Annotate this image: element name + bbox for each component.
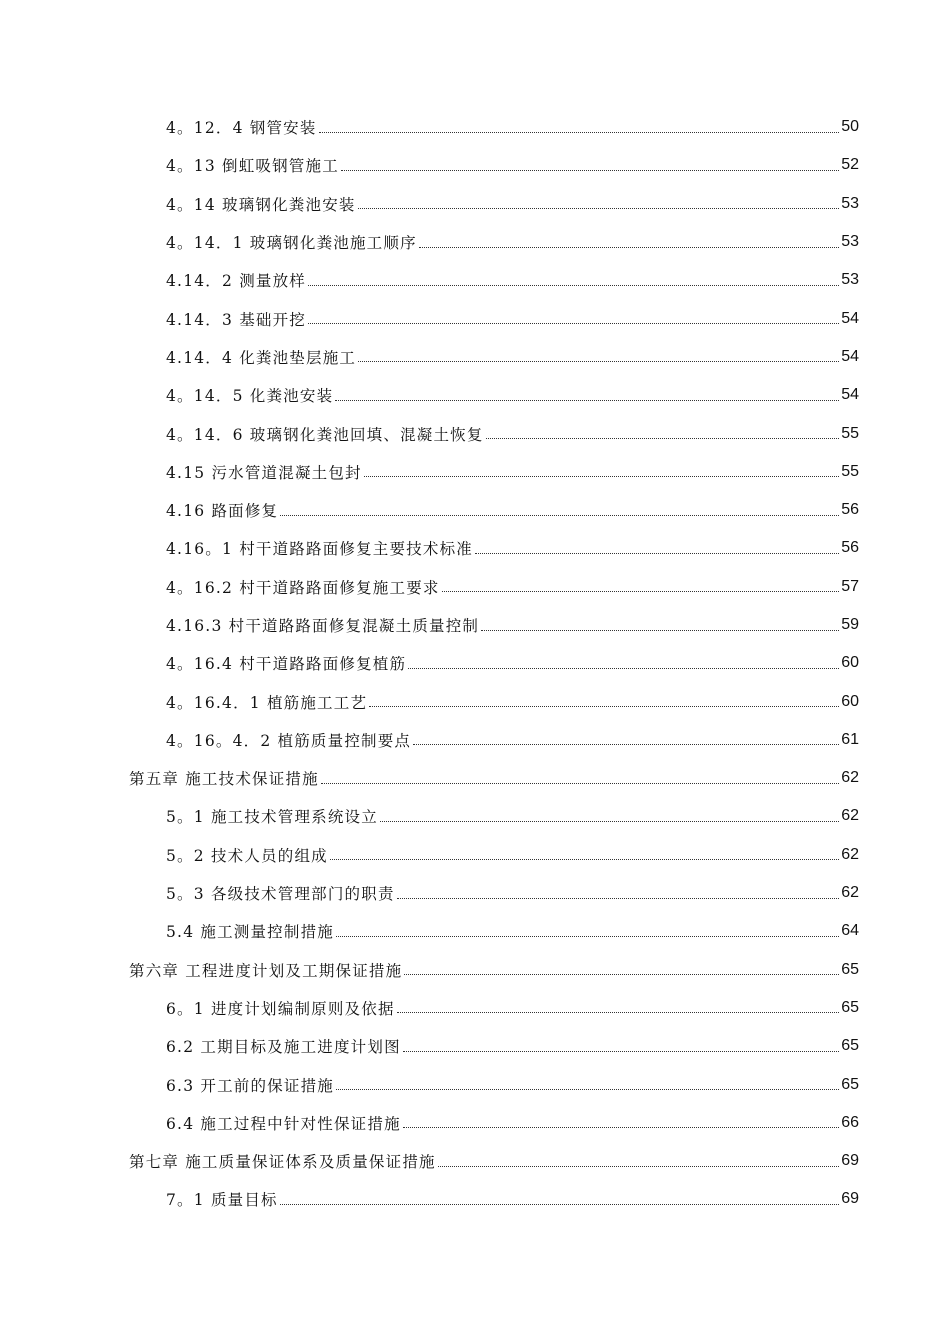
toc-entry-page: 54	[841, 347, 859, 365]
toc-section-entry[interactable]	[0, 146, 950, 184]
toc-dot-leader	[403, 1051, 839, 1052]
toc-entry-page: 53	[841, 233, 859, 251]
toc-dot-leader	[308, 323, 839, 324]
toc-entry-title: 6.3 开工前的保证措施	[166, 1076, 334, 1095]
toc-entry-title: 4。16.2 村干道路路面修复施工要求	[166, 578, 440, 597]
toc-section-entry[interactable]	[0, 491, 950, 529]
toc-entry-page: 62	[841, 884, 859, 902]
toc-entry-title: 4.14．3 基础开挖	[166, 310, 307, 329]
toc-section-entry[interactable]	[0, 644, 950, 682]
toc-dot-leader	[330, 859, 839, 860]
toc-dot-leader	[380, 821, 839, 822]
toc-entry-title: 4。16.4．1 植筋施工工艺	[166, 693, 368, 712]
toc-section-entry[interactable]	[0, 606, 950, 644]
toc-dot-leader	[442, 591, 840, 592]
toc-entry-title: 4.16.3 村干道路路面修复混凝土质量控制	[166, 617, 480, 635]
toc-dot-leader	[308, 285, 839, 286]
toc-entry-title: 4.16。1 村干道路路面修复主要技术标准	[166, 540, 474, 559]
toc-section-entry[interactable]	[0, 1065, 950, 1103]
toc-entry-title: 4。14．5 化粪池安装	[166, 387, 334, 406]
toc-entry-page: 55	[841, 462, 859, 480]
toc-entry-title: 5。3 各级技术管理部门的职责	[166, 885, 395, 904]
toc-entry-title: 4.14．4 化粪池垫层施工	[166, 348, 357, 367]
toc-dot-leader	[397, 898, 840, 899]
toc-entry-page: 50	[841, 118, 859, 136]
toc-entry-page: 65	[841, 998, 859, 1016]
toc-entry-title: 第七章 施工质量保证体系及质量保证措施	[129, 1153, 436, 1172]
toc-dot-leader	[408, 668, 839, 669]
toc-section-entry[interactable]	[0, 836, 950, 874]
toc-dot-leader	[481, 630, 839, 631]
toc-dot-leader	[475, 553, 839, 554]
toc-entry-page: 52	[841, 156, 859, 174]
toc-entry-page: 60	[841, 692, 859, 710]
toc-section-entry[interactable]	[0, 414, 950, 452]
toc-entry-page: 59	[841, 616, 859, 633]
toc-entry-title: 4。14 玻璃钢化粪池安装	[166, 195, 356, 214]
toc-section-entry[interactable]	[0, 1104, 950, 1142]
toc-dot-leader	[403, 1127, 839, 1128]
toc-entry-title: 4。13 倒虹吸钢管施工	[166, 157, 339, 176]
toc-section-entry[interactable]	[0, 1180, 950, 1218]
toc-dot-leader	[419, 247, 839, 248]
toc-entry-title: 4.14．2 测量放样	[166, 272, 307, 291]
toc-section-entry[interactable]	[0, 874, 950, 912]
toc-entry-page: 62	[841, 845, 859, 863]
toc-entry-page: 61	[841, 730, 859, 748]
toc-dot-leader	[358, 361, 839, 362]
toc-chapter-entry[interactable]	[0, 1142, 950, 1180]
toc-entry-title: 第五章 施工技术保证措施	[129, 770, 319, 789]
toc-dot-leader	[404, 974, 839, 975]
toc-dot-leader	[321, 783, 839, 784]
toc-section-entry[interactable]	[0, 912, 950, 950]
toc-section-entry[interactable]	[0, 108, 950, 146]
toc-entry-title: 4。14．6 玻璃钢化粪池回填、混凝土恢复	[166, 425, 484, 444]
toc-entry-page: 53	[841, 271, 859, 289]
toc-entry-page: 69	[841, 1190, 859, 1208]
toc-section-entry[interactable]	[0, 338, 950, 376]
toc-dot-leader	[413, 744, 839, 745]
toc-dot-leader	[280, 515, 839, 516]
toc-section-entry[interactable]	[0, 376, 950, 414]
toc-entry-page: 64	[841, 922, 859, 940]
toc-entry-page: 65	[841, 1037, 859, 1055]
toc-section-entry[interactable]	[0, 1027, 950, 1065]
toc-section-entry[interactable]	[0, 721, 950, 759]
toc-dot-leader	[369, 706, 839, 707]
toc-section-entry[interactable]	[0, 989, 950, 1027]
toc-entry-page: 55	[841, 424, 859, 442]
toc-dot-leader	[336, 936, 839, 937]
toc-entry-title: 4。16。4．2 植筋质量控制要点	[166, 731, 412, 750]
toc-entry-page: 57	[841, 577, 859, 595]
toc-entry-page: 54	[841, 309, 859, 327]
toc-dot-leader	[364, 476, 839, 477]
toc-section-entry[interactable]	[0, 682, 950, 720]
toc-dot-leader	[336, 1089, 839, 1090]
toc-entry-page: 56	[841, 501, 859, 519]
toc-chapter-entry[interactable]	[0, 759, 950, 797]
toc-dot-leader	[486, 438, 840, 439]
toc-entry-page: 66	[841, 1113, 859, 1131]
toc-section-entry[interactable]	[0, 453, 950, 491]
toc-entry-title: 7。1 质量目标	[166, 1191, 278, 1210]
toc-entry-page: 62	[841, 769, 859, 787]
toc-section-entry[interactable]	[0, 797, 950, 835]
toc-entry-title: 6。1 进度计划编制原则及依据	[166, 999, 395, 1018]
toc-entry-title: 4.15 污水管道混凝土包封	[166, 463, 362, 482]
toc-dot-leader	[319, 132, 840, 133]
toc-section-entry[interactable]	[0, 185, 950, 223]
toc-entry-title: 第六章 工程进度计划及工期保证措施	[129, 961, 403, 980]
toc-dot-leader	[397, 1012, 840, 1013]
toc-entry-title: 5。1 施工技术管理系统设立	[166, 808, 378, 827]
toc-entry-page: 69	[841, 1152, 859, 1170]
toc-entry-title: 4。14．1 玻璃钢化粪池施工顺序	[166, 234, 417, 253]
toc-section-entry[interactable]	[0, 261, 950, 299]
table-of-contents	[0, 108, 950, 1219]
toc-entry-title: 5.4 施工测量控制措施	[166, 923, 334, 942]
toc-entry-title: 4。16.4 村干道路路面修复植筋	[166, 655, 407, 674]
toc-section-entry[interactable]	[0, 529, 950, 567]
toc-dot-leader	[341, 170, 839, 171]
toc-entry-title: 6.4 施工过程中针对性保证措施	[166, 1114, 401, 1133]
toc-chapter-entry[interactable]	[0, 951, 950, 989]
toc-section-entry[interactable]	[0, 568, 950, 606]
toc-section-entry[interactable]	[0, 223, 950, 261]
toc-dot-leader	[280, 1204, 839, 1205]
toc-entry-page: 65	[841, 1075, 859, 1093]
toc-entry-page: 56	[841, 539, 859, 557]
toc-entry-page: 62	[841, 807, 859, 825]
toc-dot-leader	[335, 400, 839, 401]
toc-dot-leader	[358, 208, 840, 209]
toc-entry-title: 5。2 技术人员的组成	[166, 846, 328, 865]
toc-entry-page: 53	[841, 194, 859, 212]
toc-entry-title: 6.2 工期目标及施工进度计划图	[166, 1038, 401, 1057]
toc-entry-title: 4.16 路面修复	[166, 502, 279, 521]
toc-section-entry[interactable]	[0, 299, 950, 337]
toc-entry-title: 4。12．4 钢管安装	[166, 119, 317, 138]
toc-entry-page: 65	[841, 960, 859, 978]
toc-dot-leader	[438, 1166, 839, 1167]
toc-entry-page: 54	[841, 386, 859, 404]
toc-entry-page: 60	[841, 654, 859, 672]
